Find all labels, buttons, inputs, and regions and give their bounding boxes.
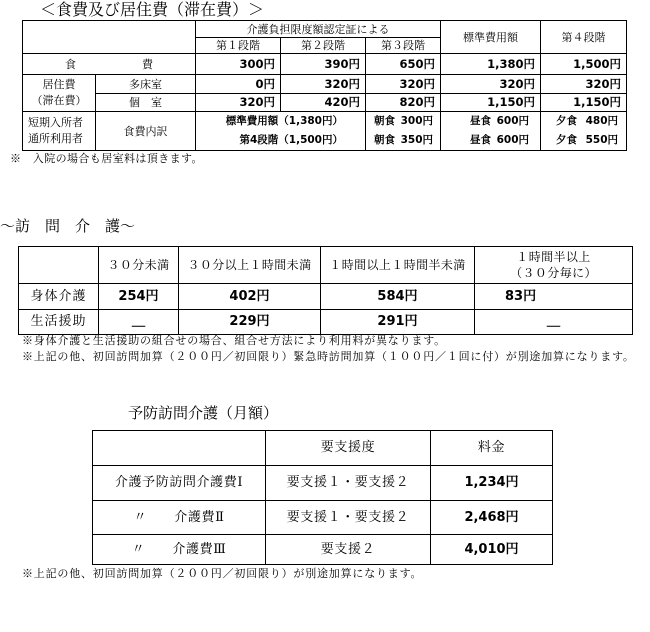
multi-bed-price-stage3: 320円	[366, 75, 441, 94]
table-header-row	[23, 21, 627, 38]
room-type-private: 個 室	[96, 94, 196, 112]
support-level: 要支援１・要支援２	[266, 466, 431, 501]
breakdown-users	[23, 112, 96, 151]
lunch-price: 600円	[496, 134, 529, 146]
meal-label: 食 費	[23, 54, 196, 75]
lunch-line	[444, 131, 537, 150]
col-1h-to-90min: １時間以上１時間半未満	[321, 247, 475, 284]
private-price-stage2: 420円	[281, 94, 366, 112]
housing-label-line1: 居住費	[42, 78, 76, 91]
users-short-stay: 短期入所者	[28, 116, 83, 129]
preventive-care-title: 予防訪問介護（月額）	[128, 404, 279, 422]
table-row	[19, 310, 633, 335]
header-corner-cell	[23, 21, 196, 54]
dinner-price: 480円	[585, 115, 618, 127]
plan-stage4: 第4段階（1,500円）	[239, 134, 343, 146]
multi-bed-price-stage2: 320円	[281, 75, 366, 94]
meal-breakdown-row	[23, 112, 627, 151]
meal-housing-table	[22, 20, 627, 151]
lunch-label: 昼食	[470, 115, 491, 127]
breakdown-plans	[196, 112, 366, 151]
breakfast-label: 朝食	[374, 115, 395, 127]
preventive-additional-fee-note: ※上記の他、初回訪問加算（２００円／初回限り）が別途加算になります。	[22, 567, 423, 580]
header-corner-cell	[19, 247, 99, 284]
breakfast-line	[369, 131, 437, 150]
support-level-header: 要支援度	[266, 431, 431, 466]
table-row	[19, 284, 633, 310]
dinner-line	[544, 131, 623, 150]
stage2-header: 第２段階	[281, 38, 366, 54]
housing-label	[23, 75, 96, 112]
col-under-30min: ３０分未満	[99, 247, 179, 284]
service-name: 〃 介護費Ⅲ	[93, 535, 266, 565]
service-daily-living-support: 生活援助	[19, 310, 99, 335]
table-row	[93, 501, 553, 535]
col-over-90min-line1: １時間半以上	[516, 250, 591, 264]
meal-price-standard: 1,380円	[441, 54, 541, 75]
physical-care-price: 254円	[99, 284, 179, 310]
breakfast-cell	[366, 112, 441, 151]
standard-cost-header: 標準費用額	[441, 21, 541, 54]
support-level: 要支援２	[266, 535, 431, 565]
housing-label-line2: （滞在費）	[31, 94, 87, 107]
physical-care-price: 584円	[321, 284, 475, 310]
physical-care-price: 83円	[475, 284, 633, 310]
monthly-fee: 2,468円	[431, 501, 553, 535]
dinner-line	[544, 112, 623, 131]
additional-fee-note: ※上記の他、初回訪問加算（２００円／初回限り）緊急時訪問加算（１００円／１回に付）が別途加算になります。	[22, 350, 635, 363]
meal-row	[23, 54, 627, 75]
breakdown-label: 食費内訳	[96, 112, 196, 151]
daily-support-price: ＿	[475, 310, 633, 335]
table-row	[93, 535, 553, 565]
private-price-standard: 1,150円	[441, 94, 541, 112]
col-over-90min	[475, 247, 633, 284]
dinner-cell	[541, 112, 627, 151]
breakfast-price: 350円	[400, 134, 433, 146]
room-type-multi-bed: 多床室	[96, 75, 196, 94]
meal-housing-title: ＜食費及び居住費（滞在費）＞	[40, 0, 265, 19]
fee-header: 料金	[431, 431, 553, 466]
stage3-header: 第３段階	[366, 38, 441, 54]
daily-support-price: 291円	[321, 310, 475, 335]
monthly-fee: 4,010円	[431, 535, 553, 565]
multi-bed-price-stage4: 320円	[541, 75, 627, 94]
stage4-header: 第４段階	[541, 21, 627, 54]
table-header-row	[93, 431, 553, 466]
breakfast-label: 朝食	[374, 134, 395, 146]
plan-standard: 標準費用額（1,380円）	[225, 115, 343, 127]
private-price-stage3: 820円	[366, 94, 441, 112]
multi-bed-price-standard: 320円	[441, 75, 541, 94]
col-over-90min-line2: （３０分毎に）	[510, 266, 597, 280]
lunch-line	[444, 112, 537, 131]
stage1-header: 第１段階	[196, 38, 281, 54]
certificate-group-header: 介護負担限度額認定証による	[196, 21, 441, 38]
housing-row-multi-bed	[23, 75, 627, 94]
preventive-care-table	[92, 430, 553, 565]
daily-support-price: 229円	[179, 310, 321, 335]
multi-bed-price-stage1: 0円	[196, 75, 281, 94]
dinner-price: 550円	[585, 134, 618, 146]
combination-note: ※身体介護と生活援助の組合せの場合、組合せ方法により利用料が異なります。	[22, 334, 446, 347]
physical-care-price: 402円	[179, 284, 321, 310]
housing-row-private	[23, 94, 627, 112]
home-care-title: ～訪 問 介 護～	[0, 217, 136, 235]
home-care-table	[18, 246, 633, 335]
meal-price-stage3: 650円	[366, 54, 441, 75]
header-corner-cell	[93, 431, 266, 466]
table-row	[93, 466, 553, 501]
table-header-row	[19, 247, 633, 284]
daily-support-price: ＿	[99, 310, 179, 335]
private-price-stage4: 1,150円	[541, 94, 627, 112]
breakfast-line	[369, 112, 437, 131]
meal-price-stage1: 300円	[196, 54, 281, 75]
private-price-stage1: 320円	[196, 94, 281, 112]
lunch-price: 600円	[496, 115, 529, 127]
meal-price-stage2: 390円	[281, 54, 366, 75]
dinner-label: 夕食	[556, 134, 577, 146]
lunch-cell	[441, 112, 541, 151]
service-physical-care: 身体介護	[19, 284, 99, 310]
users-day-service: 通所利用者	[28, 132, 83, 145]
service-name: 介護予防訪問介護費Ⅰ	[93, 466, 266, 501]
lunch-label: 昼食	[470, 134, 491, 146]
hospitalization-note: ※ 入院の場合も居室料は頂きます。	[10, 152, 203, 165]
monthly-fee: 1,234円	[431, 466, 553, 501]
service-name: 〃 介護費Ⅱ	[93, 501, 266, 535]
breakfast-price: 300円	[400, 115, 433, 127]
col-30min-to-1h: ３０分以上１時間未満	[179, 247, 321, 284]
meal-price-stage4: 1,500円	[541, 54, 627, 75]
support-level: 要支援１・要支援２	[266, 501, 431, 535]
dinner-label: 夕食	[556, 115, 577, 127]
